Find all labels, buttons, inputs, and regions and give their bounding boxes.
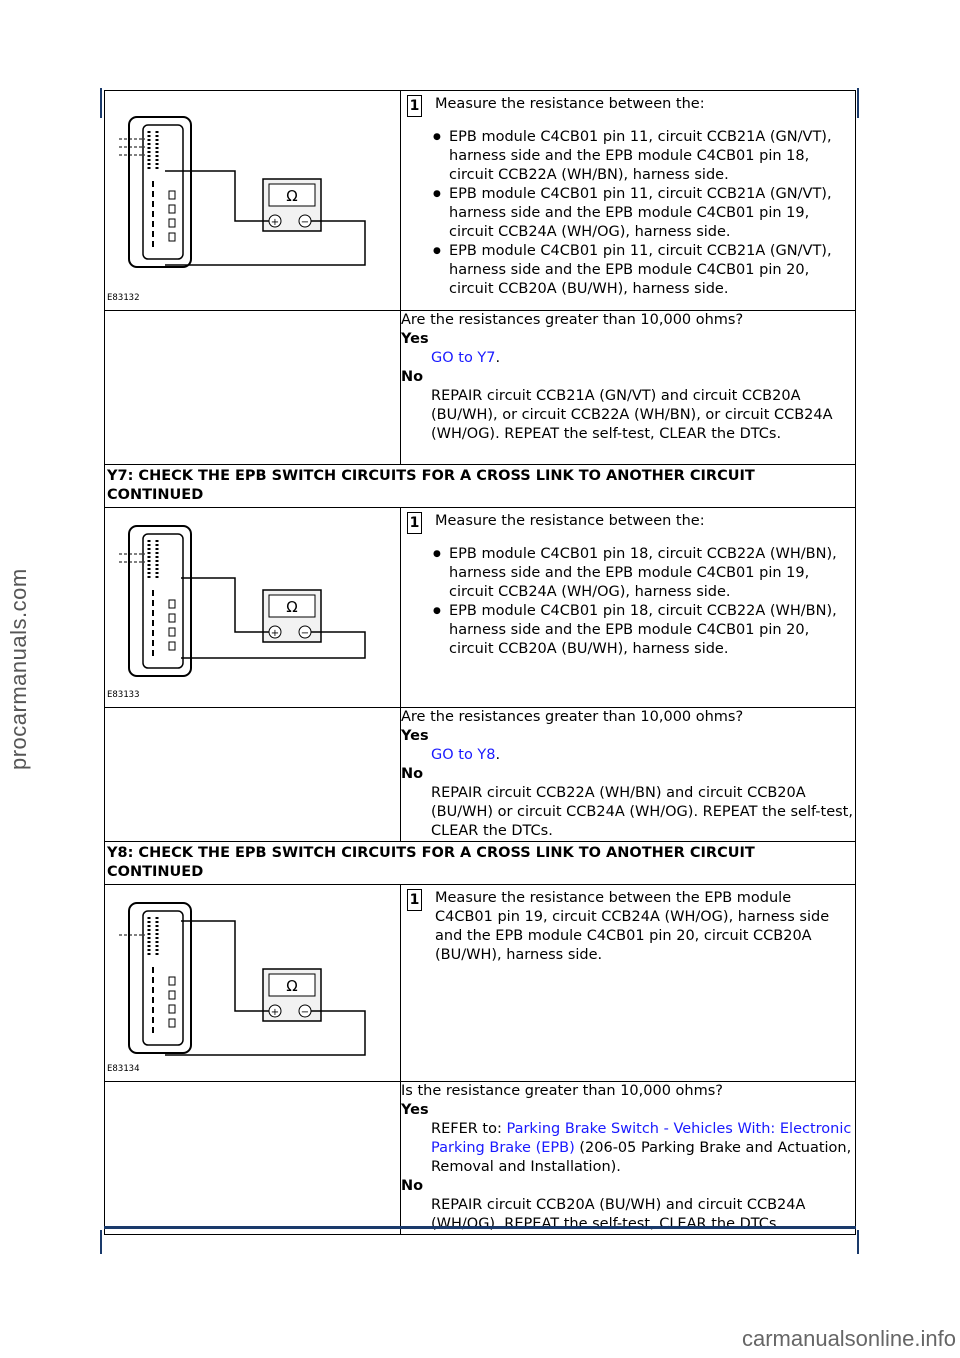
svg-text:+: +: [270, 628, 280, 639]
heading-y7: Y7: CHECK THE EPB SWITCH CIRCUITS FOR A CROSS LINK TO ANOTHER CIRCUIT CONTINUED: [105, 465, 856, 508]
footer-watermark: carmanualsonline.info: [741, 1326, 956, 1351]
step-bullets-1: [403, 128, 853, 299]
empty-cell: [105, 708, 401, 842]
step-number-3: 1: [407, 889, 422, 911]
frame-right-top: [857, 88, 859, 118]
figure-code-3: E83134: [107, 1064, 140, 1074]
parking-brake-switch-link[interactable]: Parking Brake Switch - Vehicles With: Electronic Parking Brake (EPB): [431, 1121, 852, 1156]
yes-label-1: Yes: [401, 331, 429, 347]
yes-label-3: Yes: [401, 1102, 429, 1118]
svg-text:−: −: [300, 628, 310, 639]
figure-cell-2: [105, 508, 401, 708]
refer-suffix: (206-05 Parking Brake and Actuation, Removal and Installation).: [431, 1140, 852, 1175]
ohm-symbol-2: Ω: [286, 598, 298, 616]
connector-meter-diagram-2: [105, 508, 399, 701]
no-label-2: No: [401, 766, 424, 782]
svg-text:−: −: [300, 1007, 310, 1018]
step-intro-3: Measure the resistance between the EPB module C4CB01 pin 19, circuit CCB24A (WH/OG), harness side and the EPB module C4CB01 pin 20, circuit CCB20A (BU/WH), harness side.: [435, 890, 830, 963]
ohmmeter-3: [263, 969, 321, 1021]
question-text-3: Is the resistance greater than 10,000 ohms?: [401, 1083, 723, 1099]
connector-1: [119, 117, 191, 267]
empty-cell: [105, 311, 401, 465]
question-row-1: [105, 311, 856, 465]
step-number-2: 1: [407, 512, 422, 534]
step-bullets-2: [403, 545, 853, 659]
step-cell-1: [401, 91, 856, 311]
heading-y8: Y8: CHECK THE EPB SWITCH CIRCUITS FOR A CROSS LINK TO ANOTHER CIRCUIT CONTINUED: [105, 842, 856, 885]
no-text-1: REPAIR circuit CCB21A (GN/VT) and circuit CCB20A (BU/WH), or circuit CCB22A (WH/BN), or circuit CCB24A (WH/OG). REPEAT the self-test, CLEAR the DTCs.: [431, 388, 833, 442]
connector-2: [119, 526, 191, 676]
question-text-2: Are the resistances greater than 10,000 ohms?: [401, 709, 744, 725]
no-label-3: No: [401, 1178, 424, 1194]
bullet-item: ● EPB module C4CB01 pin 11, circuit CCB21A (GN/VT), harness side and the EPB module C4CB01 pin 19, circuit CCB24A (WH/OG), harness side.: [433, 185, 853, 242]
connector-meter-diagram-3: [105, 885, 399, 1075]
question-cell-3: [401, 1082, 856, 1235]
ohmmeter-2: [263, 590, 321, 642]
frame-right-bottom: [857, 1230, 859, 1254]
frame-left-bottom: [100, 1230, 102, 1254]
figure-cell-1: [105, 91, 401, 311]
question-cell-2: Are the resistances greater than 10,000 ohms? Yes GO to Y8. No REPAIR circuit CCB22A (WH/BN) and circuit CCB20A (BU/WH) or circuit CCB24A (WH/OG). REPEAT the self-test, CLEAR the DTCs.: [401, 708, 856, 842]
connector-3: [119, 903, 191, 1053]
ohm-symbol-1: Ω: [286, 187, 298, 205]
figure-code-1: E83132: [107, 293, 140, 303]
step-cell-3: [401, 885, 856, 1082]
bullet-item: ● EPB module C4CB01 pin 11, circuit CCB21A (GN/VT), harness side and the EPB module C4CB01 pin 20, circuit CCB20A (BU/WH), harness side.: [433, 242, 853, 299]
bullet-item: ● EPB module C4CB01 pin 11, circuit CCB21A (GN/VT), harness side and the EPB module C4CB01 pin 18, circuit CCB22A (WH/BN), harness side.: [433, 128, 853, 185]
question-text-1: Are the resistances greater than 10,000 ohms?: [401, 312, 744, 328]
connector-meter-diagram-1: [105, 91, 399, 304]
procedure-table: [104, 90, 856, 1235]
page-bottom-rule: [104, 1226, 856, 1257]
heading-row-y7: [105, 465, 856, 508]
figure-code-2: E83133: [107, 690, 140, 700]
step-row-3: [105, 885, 856, 1082]
svg-text:−: −: [300, 217, 310, 228]
step-intro-1: Measure the resistance between the:: [435, 96, 705, 112]
step-row-2: [105, 508, 856, 708]
bullet-item: ● EPB module C4CB01 pin 18, circuit CCB22A (WH/BN), harness side and the EPB module C4CB01 pin 19, circuit CCB24A (WH/OG), harness side.: [433, 545, 853, 602]
figure-cell-3: [105, 885, 401, 1082]
no-text-2: REPAIR circuit CCB22A (WH/BN) and circuit CCB20A (BU/WH) or circuit CCB24A (WH/OG). REPEAT the self-test, CLEAR the DTCs.: [431, 785, 853, 839]
go-to-y8-link[interactable]: GO to Y8: [431, 747, 496, 763]
question-cell-1: Are the resistances greater than 10,000 ohms? Yes GO to Y7. No REPAIR circuit CCB21A (GN/VT) and circuit CCB20A (BU/WH), or circuit CCB22A (WH/BN), or circuit CCB24A (WH/OG). REPEAT the self-test, CLEAR the DTCs.: [401, 311, 856, 465]
bullet-item: ● EPB module C4CB01 pin 18, circuit CCB22A (WH/BN), harness side and the EPB module C4CB01 pin 20, circuit CCB20A (BU/WH), harness side.: [433, 602, 853, 659]
side-watermark: procarmanuals.com: [6, 568, 31, 770]
svg-text:+: +: [270, 217, 280, 228]
no-label-1: No: [401, 369, 424, 385]
no-text-3: REPAIR circuit CCB20A (BU/WH) and circuit CCB24A (WH/OG). REPEAT the self-test, CLEAR the DTCs.: [431, 1197, 806, 1232]
ohm-symbol-3: Ω: [286, 977, 298, 995]
heading-row-y8: [105, 842, 856, 885]
step-cell-2: [401, 508, 856, 708]
question-row-2: [105, 708, 856, 842]
go-to-y7-link[interactable]: GO to Y7: [431, 350, 496, 366]
frame-left-top: [100, 88, 102, 118]
ohmmeter-1: [263, 179, 321, 231]
yes-label-2: Yes: [401, 728, 429, 744]
step-row-1: [105, 91, 856, 311]
question-row-3: [105, 1082, 856, 1235]
step-intro-2: Measure the resistance between the:: [435, 513, 705, 529]
svg-text:+: +: [270, 1007, 280, 1018]
empty-cell: [105, 1082, 401, 1235]
step-number-1: 1: [407, 95, 422, 117]
refer-prefix: REFER to:: [431, 1121, 507, 1137]
